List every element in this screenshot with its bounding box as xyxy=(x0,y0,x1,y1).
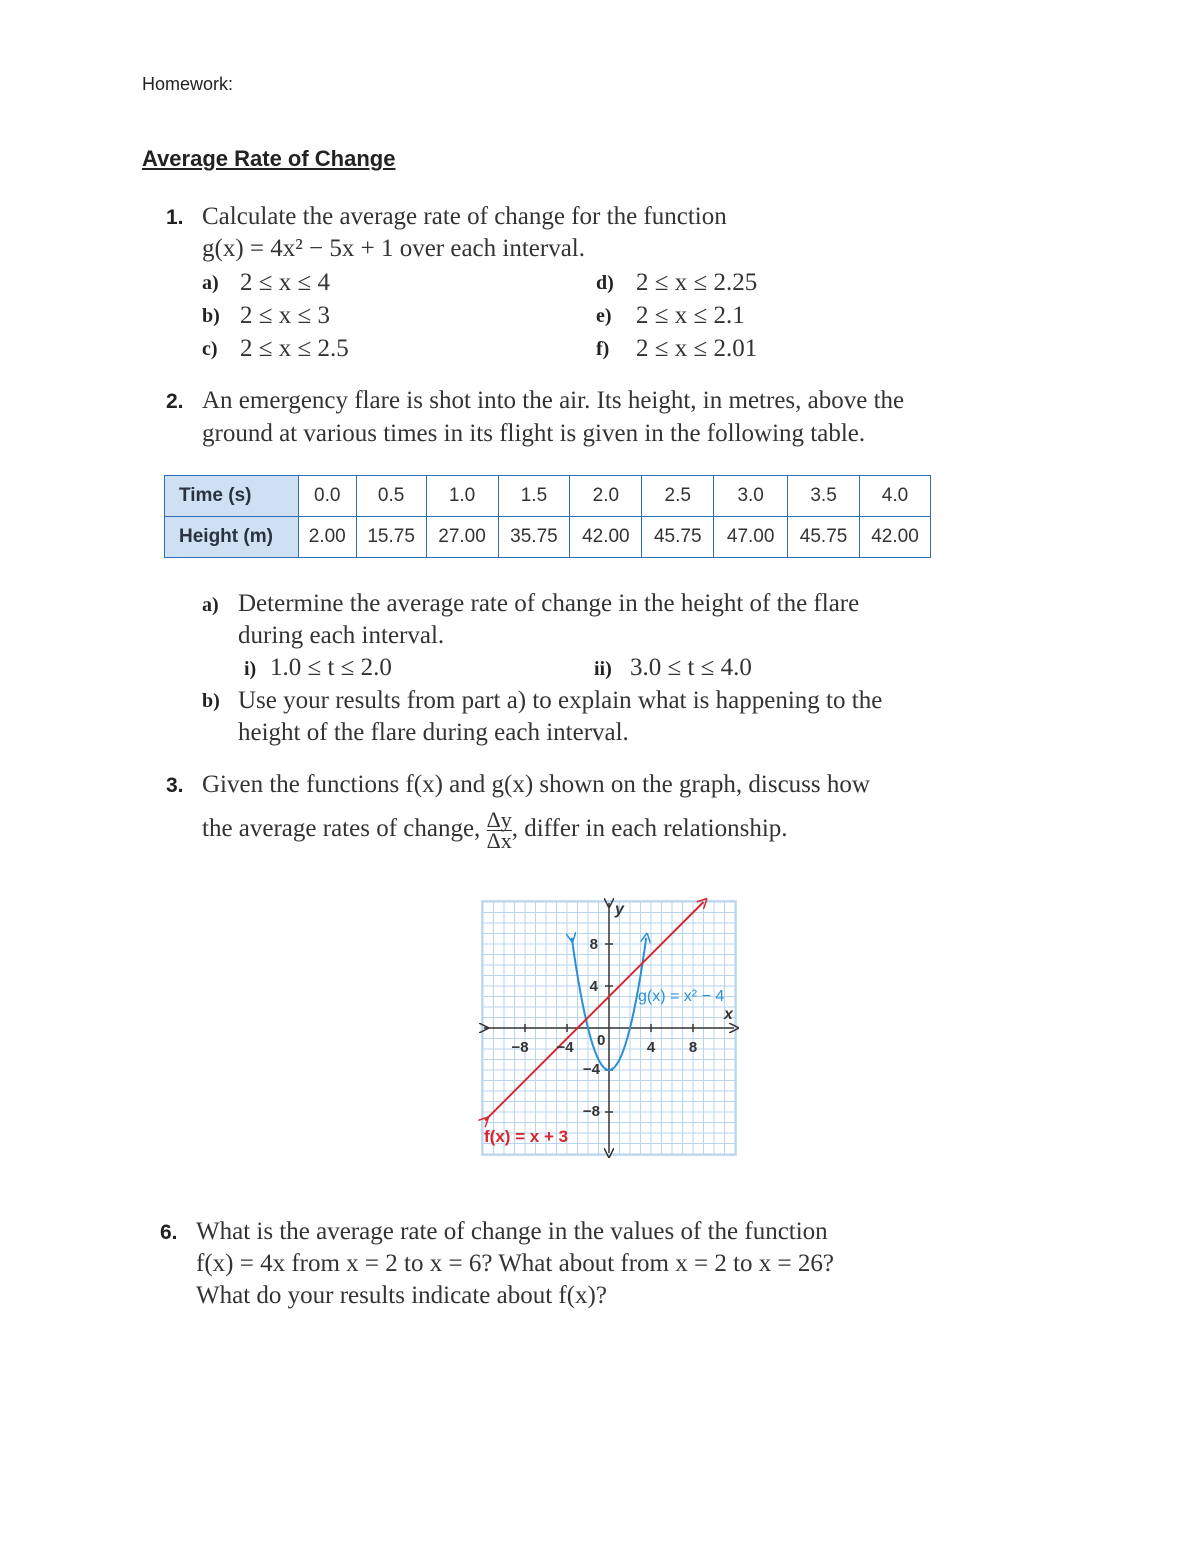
time-cell: 2.0 xyxy=(570,476,642,517)
q3-line1: Given the functions f(x) and g(x) shown on the graph, discuss how xyxy=(202,771,870,798)
time-cell: 3.0 xyxy=(714,476,788,517)
time-row xyxy=(165,476,931,517)
q1-part-a: 2 ≤ x ≤ 4 xyxy=(240,269,330,296)
height-row xyxy=(165,517,931,558)
x-tick-label: −8 xyxy=(511,1039,529,1056)
height-cell: 15.75 xyxy=(356,517,426,558)
page-title: Average Rate of Change xyxy=(142,146,396,171)
q1-part-c-label: c) xyxy=(202,338,218,360)
q1-part-f: 2 ≤ x ≤ 2.01 xyxy=(636,335,758,362)
x-axis-label: x xyxy=(724,1006,733,1023)
q2-number: 2. xyxy=(166,390,184,413)
height-cell: 27.00 xyxy=(426,517,498,558)
y-tick-label: 8 xyxy=(589,936,598,953)
q2-part-i: 1.0 ≤ t ≤ 2.0 xyxy=(270,654,392,681)
time-cell: 2.5 xyxy=(642,476,714,517)
q6-number: 6. xyxy=(160,1221,178,1244)
q6-line3: What do your results indicate about f(x)? xyxy=(196,1282,607,1309)
fraction-numerator: Δy xyxy=(486,807,512,832)
q1-part-a-label: a) xyxy=(202,272,219,294)
q2-part-ii: 3.0 ≤ t ≤ 4.0 xyxy=(630,654,752,681)
delta-fraction xyxy=(486,807,512,853)
flare-table xyxy=(164,475,931,558)
q1-part-d-label: d) xyxy=(596,272,614,294)
height-cell: 45.75 xyxy=(642,517,714,558)
q2-part-b-label: b) xyxy=(202,690,220,712)
height-cell: 45.75 xyxy=(788,517,860,558)
q3-number: 3. xyxy=(166,774,184,797)
y-tick-label: −8 xyxy=(582,1103,600,1120)
time-cell: 0.0 xyxy=(298,476,356,517)
height-cell: 42.00 xyxy=(570,517,642,558)
q1-line1: Calculate the average rate of change for the function xyxy=(202,203,727,230)
y-tick-label: 4 xyxy=(589,978,598,995)
q1-part-d: 2 ≤ x ≤ 2.25 xyxy=(636,269,758,296)
height-header: Height (m) xyxy=(165,517,299,558)
q1-part-b-label: b) xyxy=(202,305,220,327)
height-cell: 35.75 xyxy=(498,517,570,558)
q1-part-b: 2 ≤ x ≤ 3 xyxy=(240,302,330,329)
q6-line2: f(x) = 4x from x = 2 to x = 6? What about from x = 2 to x = 26? xyxy=(196,1250,834,1277)
height-cell: 47.00 xyxy=(714,517,788,558)
time-cell: 1.5 xyxy=(498,476,570,517)
q2-part-b-line1: Use your results from part a) to explain what is happening to the xyxy=(238,687,883,714)
q2-part-ii-label: ii) xyxy=(594,658,612,680)
q2-line2: ground at various times in its flight is given in the following table. xyxy=(202,420,866,447)
q2-part-b-line2: height of the flare during each interval. xyxy=(238,719,629,746)
time-cell: 0.5 xyxy=(356,476,426,517)
height-cell: 2.00 xyxy=(298,517,356,558)
q2-line1: An emergency flare is shot into the air. Its height, in metres, above the xyxy=(202,387,905,414)
q2-part-a-label: a) xyxy=(202,594,219,616)
q2-part-a-line1: Determine the average rate of change in the height of the flare xyxy=(238,590,860,617)
q6-line1: What is the average rate of change in the values of the function xyxy=(196,1218,828,1245)
origin-label: 0 xyxy=(597,1032,606,1049)
fraction-denominator: Δx xyxy=(486,828,512,853)
x-tick-label: −4 xyxy=(556,1039,574,1056)
q1-part-e-label: e) xyxy=(596,305,612,327)
q1-part-c: 2 ≤ x ≤ 2.5 xyxy=(240,335,349,362)
q1-number: 1. xyxy=(166,206,184,229)
q3-line2 xyxy=(202,807,788,853)
q2-part-a-line2: during each interval. xyxy=(238,622,445,649)
q1-line2: g(x) = 4x² − 5x + 1 over each interval. xyxy=(202,235,586,262)
y-tick-label: −4 xyxy=(582,1061,600,1078)
g-function-label: g(x) = x² − 4 xyxy=(638,988,725,1005)
height-cell: 42.00 xyxy=(860,517,931,558)
x-tick-label: 4 xyxy=(646,1039,656,1056)
q3-line2-pre: the average rates of change, xyxy=(202,815,481,843)
q2-part-i-label: i) xyxy=(244,658,257,680)
q3-line2-post: , differ in each relationship. xyxy=(511,815,788,843)
f-function-label: f(x) = x + 3 xyxy=(484,1127,569,1146)
q1-part-e: 2 ≤ x ≤ 2.1 xyxy=(636,302,745,329)
f-line xyxy=(485,902,703,1120)
function-graph xyxy=(478,897,740,1159)
time-cell: 4.0 xyxy=(860,476,931,517)
homework-label: Homework: xyxy=(142,74,234,94)
y-axis-label: y xyxy=(615,901,624,918)
time-cell: 3.5 xyxy=(788,476,860,517)
time-cell: 1.0 xyxy=(426,476,498,517)
time-header: Time (s) xyxy=(165,476,299,517)
q1-part-f-label: f) xyxy=(596,338,610,360)
x-tick-label: 8 xyxy=(688,1039,698,1056)
